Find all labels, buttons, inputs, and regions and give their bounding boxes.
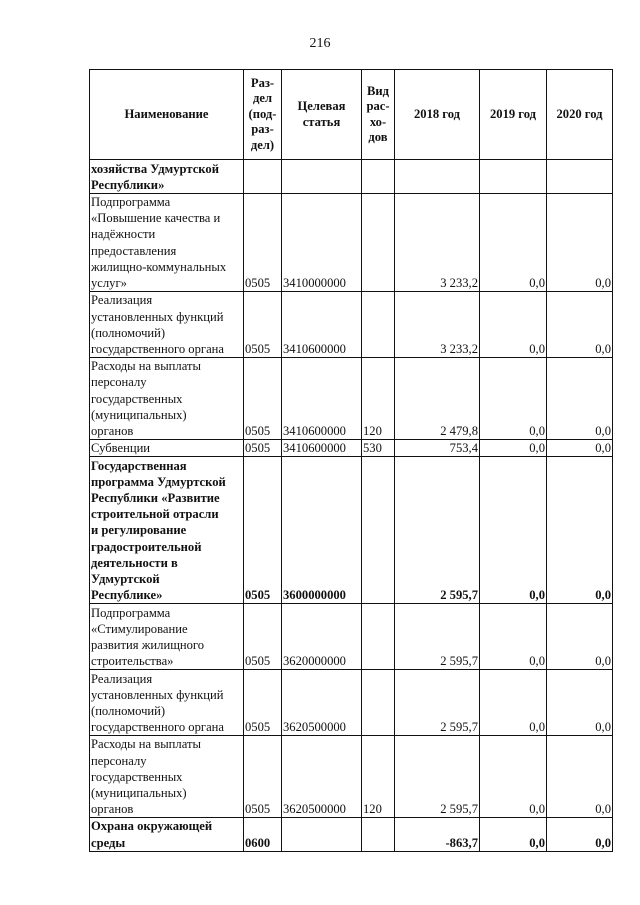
row-target: [282, 818, 362, 851]
row-name: Подпрограмма «Стимулирование развития жилищного строительства»: [90, 604, 244, 670]
row-2020: 0,0: [547, 358, 613, 440]
row-name: Подпрограмма «Повышение качества и надёжности предоставления жилищно-коммунальных услуг»: [90, 194, 244, 292]
header-expense-type: Вид рас- хо- дов: [362, 70, 395, 160]
page-number: 216: [309, 36, 331, 51]
row-section: 0505: [244, 457, 282, 604]
row-2018: 2 595,7: [395, 736, 480, 818]
row-type: [362, 818, 395, 851]
row-type: [362, 604, 395, 670]
row-2019: 0,0: [480, 457, 547, 604]
row-name: Расходы на выплаты персоналу государственных (муниципальных) органов: [90, 358, 244, 440]
row-2019: [480, 160, 547, 194]
row-section: 0505: [244, 194, 282, 292]
row-type: [362, 194, 395, 292]
row-target: [282, 160, 362, 194]
table-row: [90, 194, 613, 292]
row-name: Расходы на выплаты персоналу государственных (муниципальных) органов: [90, 736, 244, 818]
row-type: [362, 160, 395, 194]
row-2019: 0,0: [480, 670, 547, 736]
row-2020: [547, 160, 613, 194]
row-target: 3410000000: [282, 194, 362, 292]
row-target: 3620500000: [282, 736, 362, 818]
row-type: [362, 292, 395, 358]
row-2018: 3 233,2: [395, 292, 480, 358]
table-row: [90, 604, 613, 670]
row-target: 3410600000: [282, 358, 362, 440]
row-section: 0505: [244, 358, 282, 440]
row-target: 3600000000: [282, 457, 362, 604]
header-name: Наименование: [90, 70, 244, 160]
table-row: [90, 736, 613, 818]
row-type: 120: [362, 358, 395, 440]
row-2020: 0,0: [547, 457, 613, 604]
table-row: [90, 670, 613, 736]
table-row: [90, 358, 613, 440]
row-section: [244, 160, 282, 194]
row-section: 0600: [244, 818, 282, 851]
table-row: [90, 440, 613, 457]
row-section: 0505: [244, 736, 282, 818]
row-2020: 0,0: [547, 292, 613, 358]
row-2020: 0,0: [547, 670, 613, 736]
row-2019: 0,0: [480, 440, 547, 457]
row-name: Государственная программа Удмуртской Республики «Развитие строительной отрасли и регулирование градостроительной деятельности в Удмуртской Республике»: [90, 457, 244, 604]
header-target-article: Целевая статья: [282, 70, 362, 160]
row-target: 3410600000: [282, 440, 362, 457]
row-2018: 2 479,8: [395, 358, 480, 440]
header-2020: 2020 год: [547, 70, 613, 160]
row-type: 530: [362, 440, 395, 457]
row-name: Субвенции: [90, 440, 244, 457]
row-type: 120: [362, 736, 395, 818]
table-row: [90, 292, 613, 358]
row-2018: 3 233,2: [395, 194, 480, 292]
row-target: 3410600000: [282, 292, 362, 358]
table-row: [90, 457, 613, 604]
row-type: [362, 457, 395, 604]
table-row: [90, 160, 613, 194]
row-2020: 0,0: [547, 440, 613, 457]
row-section: 0505: [244, 604, 282, 670]
row-2019: 0,0: [480, 736, 547, 818]
row-name: Реализация установленных функций (полномочий) государственного органа: [90, 292, 244, 358]
row-type: [362, 670, 395, 736]
row-2019: 0,0: [480, 194, 547, 292]
row-target: 3620500000: [282, 670, 362, 736]
row-2018: 2 595,7: [395, 457, 480, 604]
row-2019: 0,0: [480, 818, 547, 851]
table-header-row: [90, 70, 613, 160]
row-section: 0505: [244, 440, 282, 457]
row-name: Реализация установленных функций (полномочий) государственного органа: [90, 670, 244, 736]
row-2019: 0,0: [480, 358, 547, 440]
budget-table: [89, 69, 613, 852]
row-target: 3620000000: [282, 604, 362, 670]
row-2018: 753,4: [395, 440, 480, 457]
header-2018: 2018 год: [395, 70, 480, 160]
row-section: 0505: [244, 670, 282, 736]
row-2018: 2 595,7: [395, 604, 480, 670]
header-section: Раз- дел (под- раз- дел): [244, 70, 282, 160]
row-name: Охрана окружающей среды: [90, 818, 244, 851]
row-2020: 0,0: [547, 736, 613, 818]
row-name: хозяйства Удмуртской Республики»: [90, 160, 244, 194]
table-row: [90, 818, 613, 851]
row-2020: 0,0: [547, 604, 613, 670]
row-2020: 0,0: [547, 194, 613, 292]
row-2019: 0,0: [480, 604, 547, 670]
row-2018: -863,7: [395, 818, 480, 851]
row-2019: 0,0: [480, 292, 547, 358]
header-2019: 2019 год: [480, 70, 547, 160]
row-section: 0505: [244, 292, 282, 358]
row-2018: 2 595,7: [395, 670, 480, 736]
row-2018: [395, 160, 480, 194]
row-2020: 0,0: [547, 818, 613, 851]
